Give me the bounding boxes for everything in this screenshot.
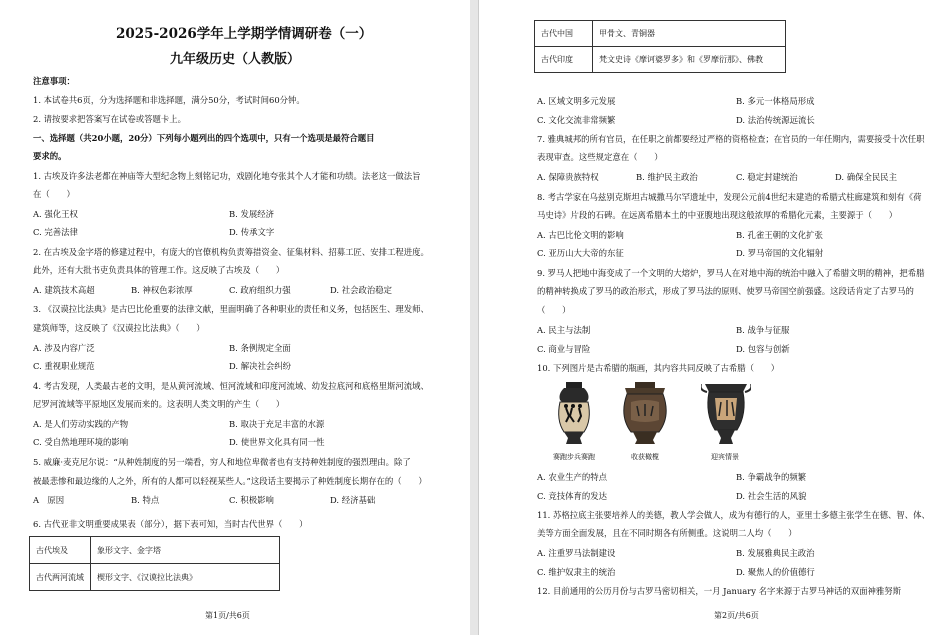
table-cell-region: 古代两河流域 xyxy=(30,564,91,591)
vase-2-caption: 收获橄榄 xyxy=(631,453,659,461)
question-3-stem: 3. 《汉谟拉比法典》是古巴比伦重要的法律文献，里面明确了各种职业的责任和义务，包括医生、理发师、 xyxy=(33,304,429,314)
exam-title: 2025-2026学年上学期学情调研卷（一） xyxy=(116,26,373,42)
question-12-stem: 12. 目前通用的公历月份与古罗马密切相关，一月 January 名字来源于古罗马神话的双面神雅努斯 xyxy=(537,586,902,596)
question-4-option-c: C. 受自然地理环境的影响 xyxy=(33,437,129,447)
question-5-option-b: B. 特点 xyxy=(131,495,160,505)
question-6-option-d: D. 法治传统源远流长 xyxy=(736,115,815,125)
table-cell-achievement: 象形文字、金字塔 xyxy=(91,537,280,564)
table-cell-achievement: 梵文史诗《摩诃婆罗多》和《罗摩衍那》、佛教 xyxy=(593,47,786,73)
question-4-stem-cont: 尼罗河流域等平原地区发展而来的。这表明人类文明的产生（ ） xyxy=(33,399,285,409)
vase-1-caption: 赛跑步兵赛跑 xyxy=(553,453,595,461)
question-8-option-d: D. 罗马帝国的文化辐射 xyxy=(736,248,824,258)
question-8-stem-cont: 马史诗》片段的石碑。在远离希腊本土的中亚腹地出现这般浓厚的希腊化元素，主要源于（ ） xyxy=(537,210,898,220)
section-heading: 一、选择题（共20小题，20分）下列每小题列出的四个选项中，只有一个选项是最符合题目 xyxy=(33,133,375,143)
question-7-stem-cont: 表现审查。这些规定意在（ ） xyxy=(537,152,663,162)
question-2-stem-cont: 此外，还有大批书吏负责具体的管理工作。这反映了古埃及（ ） xyxy=(33,265,285,275)
notice-item-2: 2. 请按要求把答案写在试卷或答题卡上。 xyxy=(33,114,187,124)
vase-3-caption: 迎宾情景 xyxy=(711,453,739,461)
section-heading-cont: 要求的。 xyxy=(33,151,67,161)
page-gutter xyxy=(470,0,478,635)
question-9-option-b: B. 战争与征服 xyxy=(736,325,790,335)
question-6-option-a: A. 区域文明多元发展 xyxy=(537,96,616,106)
question-9-stem: 9. 罗马人把地中海变成了一个文明的大熔炉，罗马人在对地中海的统治中融入了希腊文明的精神，把希腊 xyxy=(537,268,925,278)
question-3-stem-cont: 建筑师等，这反映了《汉谟拉比法典》（ ） xyxy=(33,323,205,333)
question-2-stem: 2. 在古埃及金字塔的修建过程中，有庞大的官僚机构负责筹措资金、征集材料、招募工匠、安排工程进度。 xyxy=(33,247,429,257)
question-2-option-c: C. 政府组织力强 xyxy=(229,285,291,295)
question-3-option-b: B. 条例规定全面 xyxy=(229,343,291,353)
notice-heading: 注意事项： xyxy=(33,76,75,86)
question-11-stem-cont: 美等方面全面发展，且在不同时期各有所侧重。这说明二人均（ ） xyxy=(537,528,797,538)
page-footer: 第2页/共6页 xyxy=(714,611,759,620)
page-footer: 第1页/共6页 xyxy=(205,611,250,620)
question-1-option-a: A. 强化王权 xyxy=(33,209,78,219)
question-1-stem-cont: 在（ ） xyxy=(33,189,75,199)
question-9-option-d: D. 包容与创新 xyxy=(736,344,790,354)
question-8-option-c: C. 亚历山大大帝的东征 xyxy=(537,248,624,258)
question-10-stem: 10. 下列图片是古希腊的瓶画，其内容共同反映了古希腊（ ） xyxy=(537,363,780,373)
table-cell-region: 古代中国 xyxy=(535,21,593,47)
table-cell-achievement: 甲骨文、青铜器 xyxy=(593,21,786,47)
table-row xyxy=(30,537,280,564)
vase-runners-image xyxy=(554,380,594,446)
question-2-option-a: A. 建筑技术高超 xyxy=(33,285,95,295)
question-10-option-c: C. 竞技体育的发达 xyxy=(537,491,608,501)
question-1-option-d: D. 传承文字 xyxy=(229,227,275,237)
vase-welcome-scene-image xyxy=(701,380,751,446)
civilization-table-part2 xyxy=(534,20,786,73)
question-5-option-d: D. 经济基础 xyxy=(330,495,376,505)
question-7-option-d: D. 确保全民民主 xyxy=(835,172,897,182)
question-2-option-b: B. 神权色彩浓厚 xyxy=(131,285,193,295)
table-row xyxy=(535,47,786,73)
exam-subtitle: 九年级历史（人教版） xyxy=(170,52,301,67)
question-4-stem: 4. 考古发现，人类最古老的文明，是从黄河流域、恒河流域和印度河流域、幼发拉底河和底格里斯河流域、 xyxy=(33,381,429,391)
exam-page-1 xyxy=(0,0,470,635)
table-cell-region: 古代印度 xyxy=(535,47,593,73)
question-11-option-a: A. 注重罗马法制建设 xyxy=(537,548,616,558)
question-11-stem: 11. 苏格拉底主张要培养人的美德，教人学会做人，成为有德行的人，亚里士多德主张学生在德、智、体、 xyxy=(537,510,930,520)
exam-page-2 xyxy=(478,0,948,635)
question-7-stem: 7. 雅典城邦的所有官员，在任职之前都要经过严格的资格检查；在官员的一年任期内，需要接受十次任职 xyxy=(537,134,925,144)
vase-olive-harvest-image xyxy=(619,380,671,446)
question-11-option-d: D. 聚焦人的价值德行 xyxy=(736,567,815,577)
question-10-option-a: A. 农业生产的特点 xyxy=(537,472,607,482)
question-3-option-c: C. 重视职业规范 xyxy=(33,361,95,371)
notice-item-1: 1. 本试卷共6页，分为选择题和非选择题，满分50分，考试时间60分钟。 xyxy=(33,95,305,105)
question-2-option-d: D. 社会政治稳定 xyxy=(330,285,392,295)
question-8-option-a: A. 古巴比伦文明的影响 xyxy=(537,230,624,240)
civilization-table-part1 xyxy=(29,536,280,591)
question-5-stem-cont: 被最悲惨和最边缘的人之外，所有的人都可以轻视某些人。”这段话主要揭示了种姓制度长期存在的（ ） xyxy=(33,476,427,486)
question-7-option-c: C. 稳定封建统治 xyxy=(736,172,798,182)
question-5-option-c: C. 积极影响 xyxy=(229,495,274,505)
question-3-option-d: D. 解决社会纠纷 xyxy=(229,361,291,371)
table-cell-region: 古代埃及 xyxy=(30,537,91,564)
question-10-option-d: D. 社会生活的风貌 xyxy=(736,491,807,501)
question-4-option-b: B. 取决于充足丰富的水源 xyxy=(229,419,325,429)
question-9-option-a: A. 民主与法制 xyxy=(537,325,591,335)
question-6-stem: 6. 古代亚非文明重要成果表（部分），据下表可知，当时古代世界（ ） xyxy=(33,519,308,529)
question-3-option-a: A. 涉及内容广泛 xyxy=(33,343,95,353)
question-8-stem: 8. 考古学家在乌兹别克斯坦古城撒马尔罕遗址中，发现公元前4世纪末建造的希腊式柱廊建筑和刻有《荷 xyxy=(537,192,922,202)
question-9-stem-cont2: （ ） xyxy=(537,305,571,315)
question-10-option-b: B. 争霸战争的频繁 xyxy=(736,472,807,482)
question-7-option-a: A. 保障贵族特权 xyxy=(537,172,599,182)
table-row xyxy=(30,564,280,591)
question-4-option-a: A. 是人们劳动实践的产物 xyxy=(33,419,129,429)
question-11-option-b: B. 发展雅典民主政治 xyxy=(736,548,815,558)
question-4-option-d: D. 使世界文化具有同一性 xyxy=(229,437,325,447)
question-5-option-a: A 原因 xyxy=(33,495,65,505)
table-row xyxy=(535,21,786,47)
question-1-stem: 1. 古埃及许多法老都在神庙等大型纪念物上刻铭记功，戏剧化地夸张其个人才能和功绩。法老这一做法旨 xyxy=(33,171,421,181)
question-1-option-c: C. 完善法律 xyxy=(33,227,78,237)
question-9-option-c: C. 商业与冒险 xyxy=(537,344,591,354)
question-8-option-b: B. 孔雀王朝的文化扩张 xyxy=(736,230,823,240)
question-11-option-c: C. 维护奴隶主的统治 xyxy=(537,567,616,577)
question-7-option-b: B. 维护民主政治 xyxy=(636,172,698,182)
question-9-stem-cont: 的精神转换成了罗马的政治形式，形成了罗马法的原则、使罗马帝国空前强盛。这段话肯定了古罗马的 xyxy=(537,286,914,296)
question-1-option-b: B. 发展经济 xyxy=(229,209,274,219)
question-5-stem: 5. 威廉·麦克尼尔说：“从种姓制度的另一端看，穷人和地位卑微者也有支持种姓制度的强烈理由。除了 xyxy=(33,457,411,467)
table-cell-achievement: 楔形文字、《汉谟拉比法典》 xyxy=(91,564,280,591)
question-6-option-b: B. 多元一体格局形成 xyxy=(736,96,815,106)
question-6-option-c: C. 文化交流非常频繁 xyxy=(537,115,616,125)
